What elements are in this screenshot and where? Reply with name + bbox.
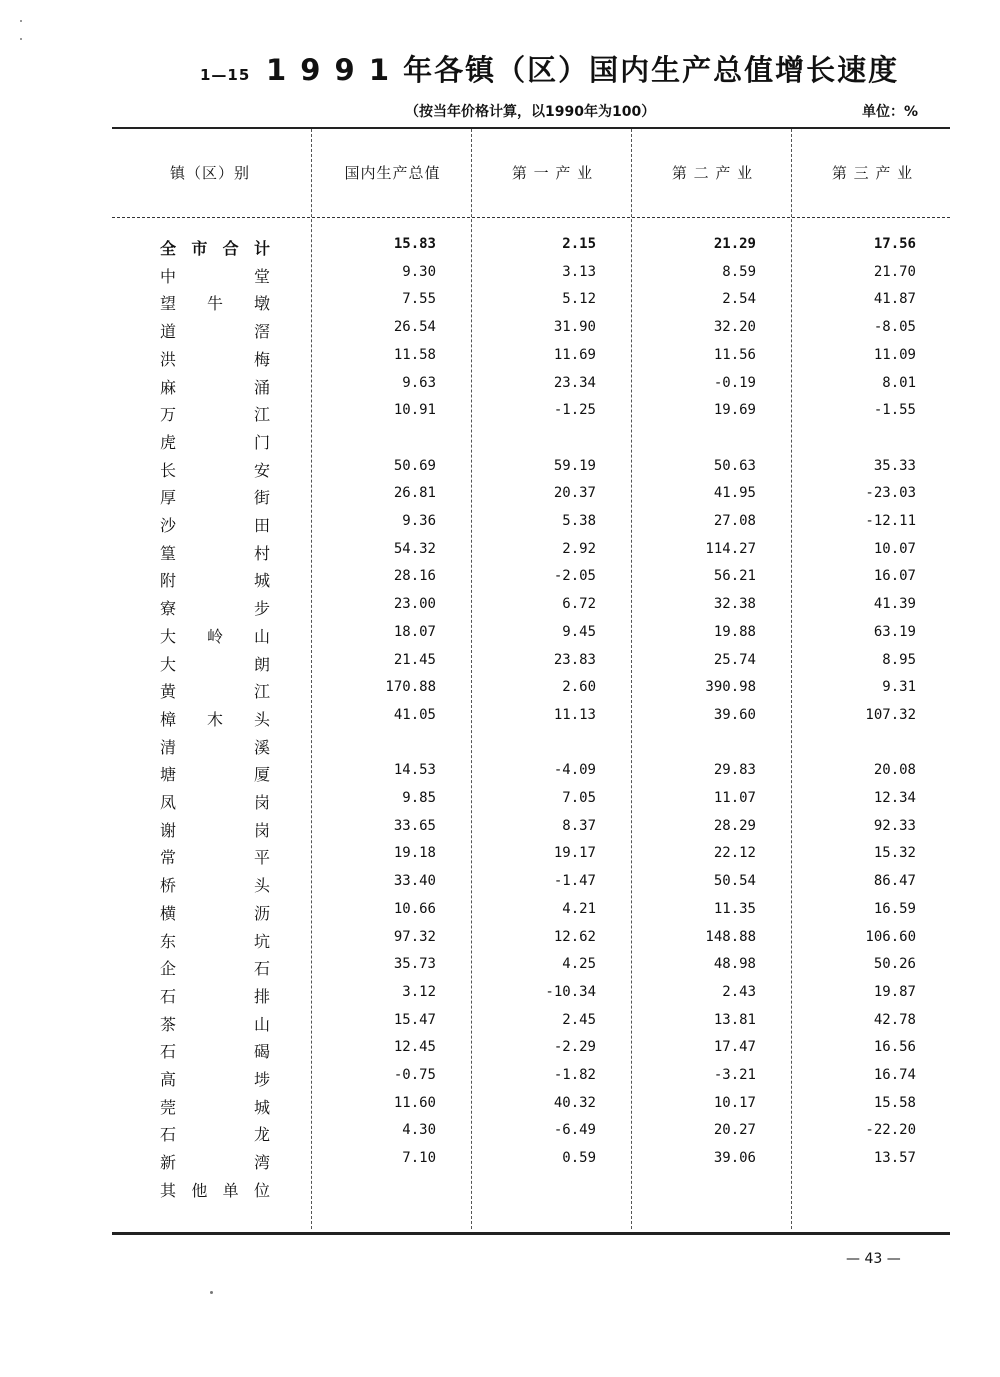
cell-gdp: 15.83 bbox=[393, 236, 436, 252]
cell-tertiary: -8.05 bbox=[873, 319, 916, 336]
cell-town-name bbox=[160, 929, 270, 952]
cell-tertiary: 41.39 bbox=[873, 596, 916, 613]
cell-tertiary: 107.32 bbox=[865, 706, 916, 723]
cell-town-name bbox=[160, 568, 270, 591]
cell-town-name bbox=[160, 652, 270, 675]
cell-gdp: 170.88 bbox=[385, 679, 436, 696]
cell-gdp: 23.00 bbox=[393, 596, 436, 613]
cell-town-name bbox=[160, 291, 270, 314]
cell-secondary: 114.27 bbox=[705, 540, 756, 557]
cell-tertiary: -23.03 bbox=[865, 485, 916, 502]
cell-town-name bbox=[160, 596, 270, 619]
cell-gdp: 9.36 bbox=[402, 513, 436, 529]
table-row bbox=[0, 568, 1000, 597]
town-name-text: 樟 木 头 bbox=[160, 709, 270, 729]
table-row bbox=[0, 873, 1000, 902]
table-row bbox=[0, 652, 1000, 681]
cell-secondary: 11.35 bbox=[713, 900, 756, 917]
cell-town-name bbox=[160, 790, 270, 813]
cell-primary: 12.62 bbox=[553, 928, 596, 945]
cell-tertiary: 16.56 bbox=[873, 1039, 916, 1056]
cell-town-name bbox=[160, 762, 270, 785]
town-name-text: 茶 山 bbox=[160, 1014, 270, 1034]
scan-speck bbox=[20, 20, 22, 22]
cell-secondary: 390.98 bbox=[705, 679, 756, 696]
cell-secondary: 148.88 bbox=[705, 928, 756, 945]
town-name-text: 石 排 bbox=[160, 986, 270, 1006]
cell-tertiary: 16.74 bbox=[873, 1067, 916, 1083]
cell-primary: 5.12 bbox=[562, 291, 596, 308]
table-row bbox=[0, 1067, 1000, 1096]
cell-town-name bbox=[160, 1067, 270, 1090]
town-name-text: 石 龙 bbox=[160, 1125, 270, 1145]
cell-secondary: 2.43 bbox=[722, 983, 756, 1000]
cell-secondary: 2.54 bbox=[722, 291, 756, 308]
cell-primary: 2.15 bbox=[562, 236, 596, 252]
unit-label: 单位：% bbox=[862, 104, 919, 120]
cell-secondary: 50.54 bbox=[713, 873, 756, 890]
cell-primary: 20.37 bbox=[553, 485, 596, 502]
town-name-text: 高 埗 bbox=[160, 1070, 270, 1089]
table-row bbox=[0, 1178, 1000, 1207]
cell-tertiary: 21.70 bbox=[873, 263, 916, 280]
town-name-text: 莞 城 bbox=[160, 1097, 270, 1117]
cell-secondary: 20.27 bbox=[713, 1122, 756, 1139]
cell-town-name bbox=[160, 901, 270, 924]
cell-town-name bbox=[160, 485, 270, 508]
cell-gdp: 11.60 bbox=[393, 1094, 436, 1111]
town-name-text: 桥 头 bbox=[160, 876, 270, 896]
cell-town-name bbox=[160, 1178, 270, 1201]
cell-tertiary: -22.20 bbox=[865, 1122, 916, 1139]
table-subtitle: （按当年价格计算，以1990年为100） bbox=[405, 104, 656, 120]
cell-primary: -1.47 bbox=[553, 873, 596, 890]
table-row bbox=[0, 790, 1000, 819]
town-name-text: 企 石 bbox=[160, 959, 270, 979]
town-name-text: 道 滘 bbox=[160, 322, 270, 342]
cell-gdp: 15.47 bbox=[393, 1011, 436, 1028]
cell-tertiary: 15.32 bbox=[873, 845, 916, 862]
cell-secondary: 21.29 bbox=[713, 236, 756, 252]
cell-primary: -6.49 bbox=[553, 1122, 596, 1139]
cell-secondary: 13.81 bbox=[713, 1011, 756, 1028]
cell-secondary: 25.74 bbox=[713, 651, 756, 668]
town-name-text: 常 平 bbox=[160, 848, 270, 868]
town-name-text: 黄 江 bbox=[160, 682, 270, 702]
cell-tertiary: 41.87 bbox=[873, 291, 916, 308]
cell-primary: 11.13 bbox=[553, 706, 596, 723]
top-rule bbox=[112, 127, 950, 129]
cell-secondary: 39.06 bbox=[713, 1150, 756, 1167]
cell-town-name bbox=[160, 845, 270, 868]
table-row bbox=[0, 596, 1000, 625]
town-name-text: 寮 步 bbox=[160, 599, 270, 619]
cell-town-name bbox=[160, 873, 270, 896]
header-rule bbox=[112, 217, 950, 218]
cell-town-name bbox=[160, 430, 270, 453]
cell-secondary: 8.59 bbox=[722, 263, 756, 280]
cell-town-name bbox=[160, 264, 270, 287]
cell-gdp: 9.63 bbox=[402, 374, 436, 391]
cell-tertiary: 16.07 bbox=[873, 568, 916, 585]
cell-secondary: -3.21 bbox=[713, 1067, 756, 1083]
column-header-town: 镇（区）别 bbox=[169, 164, 250, 182]
column-header-secondary: 第 二 产 业 bbox=[671, 164, 754, 182]
cell-primary: 23.83 bbox=[553, 651, 596, 668]
cell-tertiary: -12.11 bbox=[865, 513, 916, 529]
cell-secondary: 10.17 bbox=[713, 1094, 756, 1111]
town-name-text: 厚 街 bbox=[160, 488, 270, 508]
cell-primary: 4.25 bbox=[562, 956, 596, 973]
cell-secondary: 48.98 bbox=[713, 956, 756, 973]
cell-gdp: -0.75 bbox=[393, 1067, 436, 1083]
cell-primary: -2.29 bbox=[553, 1039, 596, 1056]
cell-secondary: -0.19 bbox=[713, 374, 756, 391]
table-row bbox=[0, 402, 1000, 431]
town-name-text: 篁 村 bbox=[160, 543, 270, 563]
cell-gdp: 10.66 bbox=[393, 900, 436, 917]
cell-gdp: 35.73 bbox=[393, 956, 436, 973]
cell-gdp: 4.30 bbox=[402, 1122, 436, 1139]
town-name-text: 万 江 bbox=[160, 405, 270, 425]
town-name-text: 凤 岗 bbox=[160, 793, 270, 812]
cell-town-name bbox=[160, 1095, 270, 1118]
table-row bbox=[0, 541, 1000, 570]
cell-gdp: 14.53 bbox=[393, 762, 436, 779]
cell-gdp: 26.81 bbox=[393, 485, 436, 502]
cell-primary: -1.25 bbox=[553, 402, 596, 419]
cell-tertiary: 9.31 bbox=[882, 679, 916, 696]
table-row bbox=[0, 929, 1000, 958]
cell-tertiary: 16.59 bbox=[873, 900, 916, 917]
cell-primary: 9.45 bbox=[562, 623, 596, 640]
town-name-text: 全 市 合 计 bbox=[160, 239, 270, 258]
cell-primary: -1.82 bbox=[553, 1067, 596, 1083]
cell-secondary: 32.38 bbox=[713, 596, 756, 613]
cell-gdp: 10.91 bbox=[393, 402, 436, 419]
cell-secondary: 22.12 bbox=[713, 845, 756, 862]
cell-gdp: 19.18 bbox=[393, 845, 436, 862]
cell-tertiary: 20.08 bbox=[873, 762, 916, 779]
cell-primary: 40.32 bbox=[553, 1094, 596, 1111]
cell-secondary: 19.88 bbox=[713, 623, 756, 640]
cell-secondary: 50.63 bbox=[713, 457, 756, 474]
town-name-text: 望 牛 墩 bbox=[160, 294, 270, 314]
town-name-text: 横 沥 bbox=[160, 903, 270, 923]
cell-gdp: 9.30 bbox=[402, 263, 436, 280]
cell-primary: 2.92 bbox=[562, 540, 596, 557]
cell-town-name bbox=[160, 375, 270, 398]
cell-primary: 6.72 bbox=[562, 596, 596, 613]
cell-gdp: 3.12 bbox=[402, 983, 436, 1000]
table-row bbox=[0, 901, 1000, 930]
cell-town-name bbox=[160, 984, 270, 1007]
cell-tertiary: 106.60 bbox=[865, 928, 916, 945]
table-row bbox=[0, 818, 1000, 847]
table-row bbox=[0, 264, 1000, 293]
cell-secondary: 41.95 bbox=[713, 485, 756, 502]
table-row bbox=[0, 1039, 1000, 1068]
town-name-text: 塘 厦 bbox=[160, 765, 270, 785]
cell-primary: 8.37 bbox=[562, 817, 596, 834]
cell-primary: 7.05 bbox=[562, 790, 596, 806]
table-row bbox=[0, 679, 1000, 708]
table-row bbox=[0, 735, 1000, 764]
cell-primary: 59.19 bbox=[553, 457, 596, 474]
cell-town-name bbox=[160, 679, 270, 702]
column-header-primary: 第 一 产 业 bbox=[511, 164, 594, 182]
cell-tertiary: 86.47 bbox=[873, 873, 916, 890]
cell-gdp: 97.32 bbox=[393, 928, 436, 945]
cell-primary: 2.45 bbox=[562, 1011, 596, 1028]
cell-gdp: 28.16 bbox=[393, 568, 436, 585]
cell-primary: 5.38 bbox=[562, 513, 596, 529]
town-name-text: 清 溪 bbox=[160, 737, 270, 757]
cell-town-name bbox=[160, 319, 270, 342]
town-name-text: 洪 梅 bbox=[160, 349, 270, 369]
town-name-text: 石 碣 bbox=[160, 1042, 270, 1062]
cell-primary: -4.09 bbox=[553, 762, 596, 779]
cell-town-name bbox=[160, 707, 270, 730]
cell-town-name bbox=[160, 1012, 270, 1035]
town-name-text: 大 岭 山 bbox=[160, 626, 270, 646]
cell-gdp: 12.45 bbox=[393, 1039, 436, 1056]
table-row-total bbox=[0, 236, 1000, 265]
cell-primary: 2.60 bbox=[562, 679, 596, 696]
town-name-text: 长 安 bbox=[160, 460, 270, 480]
bottom-rule bbox=[112, 1232, 950, 1235]
cell-town-name bbox=[160, 956, 270, 979]
cell-tertiary: 15.58 bbox=[873, 1094, 916, 1111]
cell-gdp: 21.45 bbox=[393, 651, 436, 668]
table-row bbox=[0, 1012, 1000, 1041]
table-row bbox=[0, 291, 1000, 320]
town-name-text: 虎 门 bbox=[160, 432, 270, 452]
cell-primary: -10.34 bbox=[545, 983, 596, 1000]
scan-speck bbox=[20, 38, 22, 40]
cell-gdp: 18.07 bbox=[393, 623, 436, 640]
cell-tertiary: 11.09 bbox=[873, 346, 916, 363]
cell-primary: 4.21 bbox=[562, 900, 596, 917]
table-row bbox=[0, 1122, 1000, 1151]
cell-gdp: 11.58 bbox=[393, 346, 436, 363]
cell-secondary: 11.56 bbox=[713, 346, 756, 363]
cell-primary: 11.69 bbox=[553, 346, 596, 363]
cell-gdp: 54.32 bbox=[393, 540, 436, 557]
cell-gdp: 50.69 bbox=[393, 457, 436, 474]
table-row bbox=[0, 347, 1000, 376]
cell-tertiary: 17.56 bbox=[873, 236, 916, 252]
table-row bbox=[0, 984, 1000, 1013]
cell-tertiary: -1.55 bbox=[873, 402, 916, 419]
cell-gdp: 7.55 bbox=[402, 291, 436, 308]
table-row bbox=[0, 319, 1000, 348]
cell-primary: -2.05 bbox=[553, 568, 596, 585]
cell-town-name bbox=[160, 402, 270, 425]
cell-gdp: 33.65 bbox=[393, 817, 436, 834]
table-row bbox=[0, 430, 1000, 459]
cell-town-name bbox=[160, 541, 270, 564]
page-number: — 43 — bbox=[846, 1251, 901, 1267]
table-id: 1—15 bbox=[200, 66, 251, 84]
cell-secondary: 17.47 bbox=[713, 1039, 756, 1056]
cell-town-name bbox=[160, 347, 270, 370]
town-name-text: 东 坑 bbox=[160, 931, 270, 951]
cell-gdp: 9.85 bbox=[402, 790, 436, 806]
cell-tertiary: 13.57 bbox=[873, 1150, 916, 1167]
cell-gdp: 33.40 bbox=[393, 873, 436, 890]
cell-town-name bbox=[160, 236, 270, 259]
table-row bbox=[0, 485, 1000, 514]
cell-secondary: 27.08 bbox=[713, 513, 756, 529]
table-row bbox=[0, 624, 1000, 653]
cell-tertiary: 19.87 bbox=[873, 983, 916, 1000]
cell-town-name bbox=[160, 735, 270, 758]
cell-town-name bbox=[160, 624, 270, 647]
column-header-tertiary: 第 三 产 业 bbox=[831, 164, 914, 182]
cell-town-name bbox=[160, 1039, 270, 1062]
town-name-text: 大 朗 bbox=[160, 654, 270, 674]
cell-secondary: 29.83 bbox=[713, 762, 756, 779]
cell-secondary: 32.20 bbox=[713, 319, 756, 336]
cell-town-name bbox=[160, 1122, 270, 1145]
cell-gdp: 7.10 bbox=[402, 1150, 436, 1167]
cell-primary: 31.90 bbox=[553, 319, 596, 336]
column-header-gdp: 国内生产总值 bbox=[344, 164, 441, 182]
cell-secondary: 11.07 bbox=[713, 790, 756, 806]
cell-secondary: 28.29 bbox=[713, 817, 756, 834]
cell-tertiary: 10.07 bbox=[873, 540, 916, 557]
table-row bbox=[0, 513, 1000, 542]
cell-town-name bbox=[160, 513, 270, 536]
cell-tertiary: 50.26 bbox=[873, 956, 916, 973]
cell-tertiary: 63.19 bbox=[873, 623, 916, 640]
town-name-text: 其 他 单 位 bbox=[160, 1180, 270, 1200]
cell-tertiary: 12.34 bbox=[873, 790, 916, 806]
table-row bbox=[0, 762, 1000, 791]
cell-primary: 0.59 bbox=[562, 1150, 596, 1167]
table-row bbox=[0, 956, 1000, 985]
cell-secondary: 19.69 bbox=[713, 402, 756, 419]
town-name-text: 新 湾 bbox=[160, 1153, 270, 1173]
cell-tertiary: 35.33 bbox=[873, 457, 916, 474]
table-row bbox=[0, 375, 1000, 404]
cell-town-name bbox=[160, 818, 270, 841]
cell-town-name bbox=[160, 1150, 270, 1173]
cell-primary: 23.34 bbox=[553, 374, 596, 391]
cell-tertiary: 8.01 bbox=[882, 374, 916, 391]
scan-speck bbox=[210, 1291, 213, 1294]
town-name-text: 中 堂 bbox=[160, 266, 270, 286]
cell-secondary: 56.21 bbox=[713, 568, 756, 585]
cell-tertiary: 92.33 bbox=[873, 817, 916, 834]
cell-secondary: 39.60 bbox=[713, 706, 756, 723]
table-row bbox=[0, 707, 1000, 736]
table-row bbox=[0, 1150, 1000, 1179]
page-title: 1 9 9 1 年各镇（区）国内生产总值增长速度 bbox=[266, 53, 900, 87]
cell-primary: 19.17 bbox=[553, 845, 596, 862]
table-row bbox=[0, 458, 1000, 487]
cell-tertiary: 8.95 bbox=[882, 651, 916, 668]
table-row bbox=[0, 1095, 1000, 1124]
town-name-text: 附 城 bbox=[160, 571, 270, 591]
cell-gdp: 26.54 bbox=[393, 319, 436, 336]
cell-primary: 3.13 bbox=[562, 263, 596, 280]
town-name-text: 麻 涌 bbox=[160, 377, 270, 397]
town-name-text: 谢 岗 bbox=[160, 820, 270, 840]
table-row bbox=[0, 845, 1000, 874]
cell-town-name bbox=[160, 458, 270, 481]
cell-gdp: 41.05 bbox=[393, 706, 436, 723]
cell-tertiary: 42.78 bbox=[873, 1011, 916, 1028]
town-name-text: 沙 田 bbox=[160, 516, 270, 535]
